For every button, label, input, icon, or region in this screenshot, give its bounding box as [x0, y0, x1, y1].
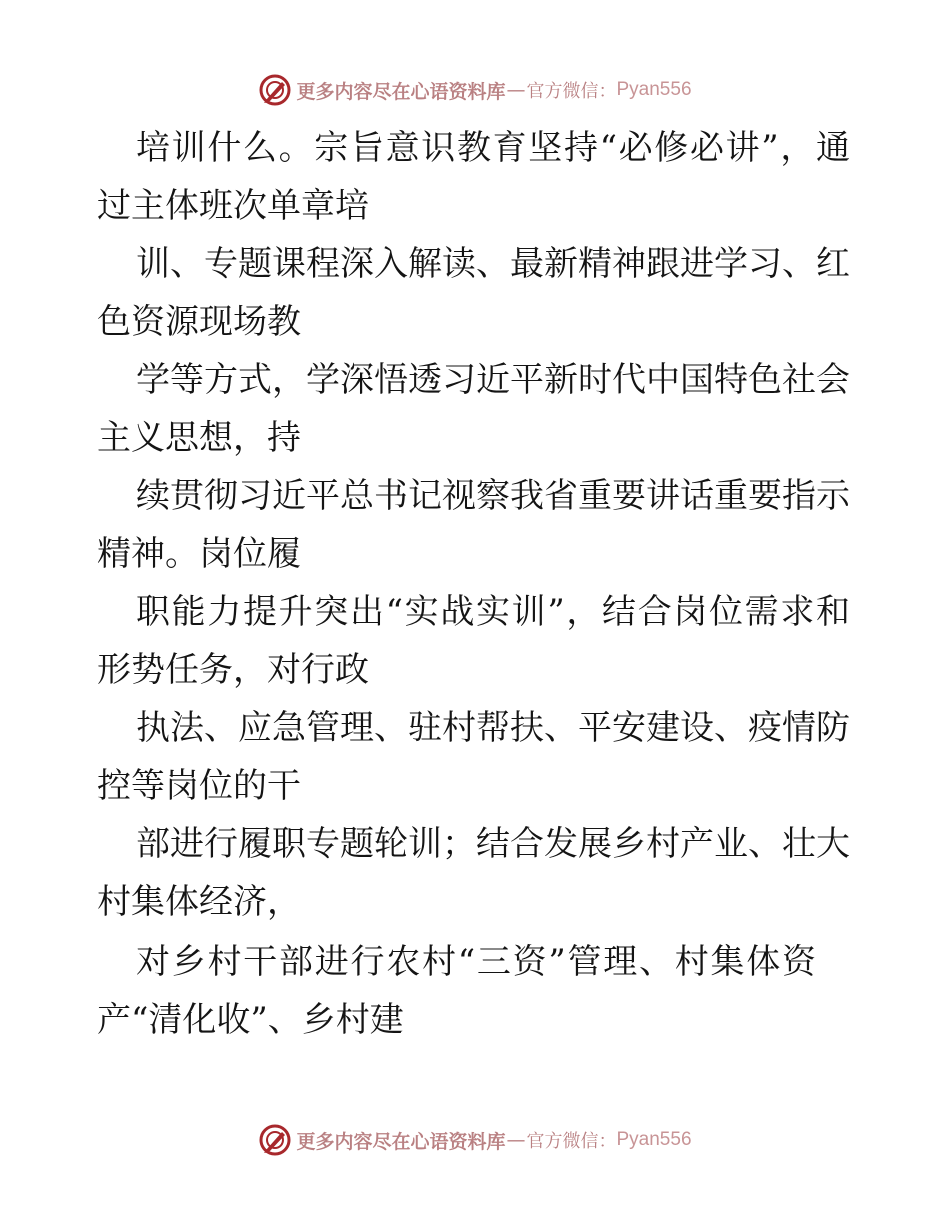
banner-dash: —	[506, 1129, 526, 1151]
paragraph-4-line-1: 续贯彻习近平总书记视察我省重要讲话重要指示	[136, 476, 850, 516]
paragraph-1-line-2: 过主体班次单章培	[97, 186, 369, 226]
paragraph-5-line-1: 职能力提升突出“实战实训”，结合岗位需求和	[136, 592, 850, 632]
paragraph-2-line-2: 色资源现场教	[97, 302, 301, 342]
wechat-label: 官方微信：	[526, 1131, 617, 1152]
paragraph-7-line-2: 村集体经济，	[97, 882, 301, 922]
header-banner	[0, 70, 950, 110]
paragraph-8-line-1: 对乡村干部进行农村“三资”管理、村集体资	[136, 942, 816, 982]
paragraph-4-line-2: 精神。岗位履	[97, 534, 301, 574]
paragraph-3-line-2: 主义思想，持	[97, 418, 301, 458]
paragraph-6-line-2: 控等岗位的干	[97, 766, 301, 806]
paragraph-6-line-1: 执法、应急管理、驻村帮扶、平安建设、疫情防	[136, 708, 850, 748]
banner-dash: —	[506, 79, 526, 101]
paragraph-5-line-2: 形势任务，对行政	[97, 650, 369, 690]
site-name: 更多内容尽在心语资料库	[296, 80, 506, 103]
logo-icon	[258, 1123, 292, 1157]
paragraph-7-line-1: 部进行履职专题轮训；结合发展乡村产业、壮大	[136, 824, 850, 864]
wechat-label: 官方微信：	[526, 81, 617, 102]
wechat-id: Pyan556	[616, 1129, 692, 1150]
paragraph-1-line-1: 培训什么。宗旨意识教育坚持“必修必讲”，通	[136, 128, 850, 168]
wechat-id: Pyan556	[616, 79, 692, 100]
paragraph-8-line-2: 产“清化收”、乡村建	[97, 1000, 404, 1040]
paragraph-3-line-1: 学等方式，学深悟透习近平新时代中国特色社会	[136, 360, 850, 400]
paragraph-2-line-1: 训、专题课程深入解读、最新精神跟进学习、红	[136, 244, 850, 284]
logo-icon	[258, 73, 292, 107]
site-name: 更多内容尽在心语资料库	[296, 1130, 506, 1153]
footer-banner	[0, 1120, 950, 1160]
